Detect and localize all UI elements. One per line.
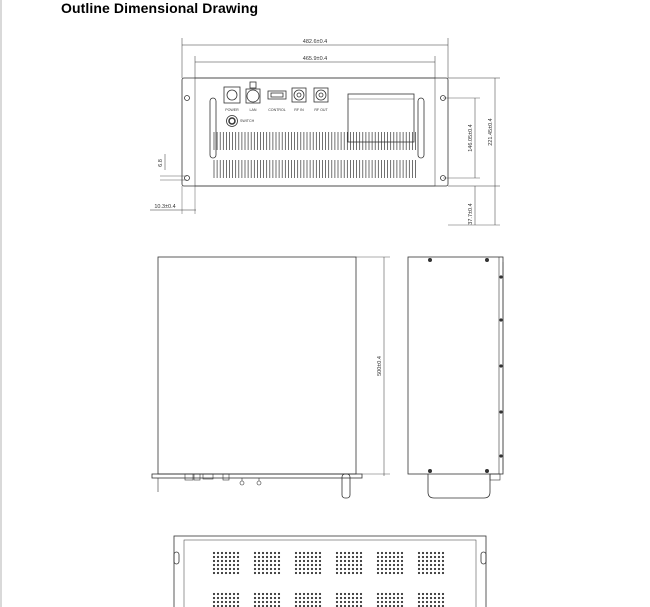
- side-panel: [158, 257, 356, 474]
- dim-overall-height: 221.45±0.4: [488, 118, 494, 146]
- label-lan: LAN: [249, 108, 257, 112]
- rack-hole: [185, 176, 190, 181]
- right-handle: [418, 98, 424, 158]
- vent-row-lower: [214, 160, 416, 178]
- lan-connector: [246, 82, 260, 103]
- end-panel: [408, 257, 503, 474]
- rear-vent-grid: [213, 552, 444, 607]
- dim-depth: 500±0.4: [377, 356, 383, 376]
- rf-in-connector: [292, 88, 306, 102]
- dim-bottom-offset: 37.7±0.4: [468, 203, 474, 225]
- dim-overall-width: 482.6±0.4: [302, 39, 328, 45]
- vent-row-upper: [214, 132, 416, 150]
- end-handle: [428, 474, 490, 498]
- label-rf-in: RF IN: [294, 108, 304, 112]
- rf-out-connector: [314, 88, 328, 102]
- rear-view: [174, 536, 486, 607]
- label-switch: SWITCH: [240, 119, 255, 123]
- control-connector: [268, 91, 286, 99]
- dim-side-offset: 10.3±0.4: [154, 204, 176, 210]
- label-rf-out: RF OUT: [314, 108, 328, 112]
- rear-panel: [174, 536, 486, 607]
- label-control: CONTROL: [268, 108, 286, 112]
- front-view: [150, 38, 500, 225]
- end-view: [408, 257, 503, 498]
- dim-hole-spacing: 146.05±0.4: [468, 124, 474, 152]
- page-title: Outline Dimensional Drawing: [61, 0, 259, 16]
- dim-inner-width: 465.9±0.4: [302, 56, 328, 62]
- display-window: [348, 94, 414, 142]
- label-power: POWER: [225, 108, 239, 112]
- power-connector: [224, 87, 240, 103]
- switch-button: [227, 116, 238, 127]
- rear-connectors: [185, 474, 261, 485]
- rack-hole: [185, 96, 190, 101]
- left-handle: [210, 98, 216, 158]
- side-base-plate: [152, 474, 362, 478]
- side-view: [152, 257, 390, 498]
- dim-hole-dia: 6.8: [158, 159, 164, 167]
